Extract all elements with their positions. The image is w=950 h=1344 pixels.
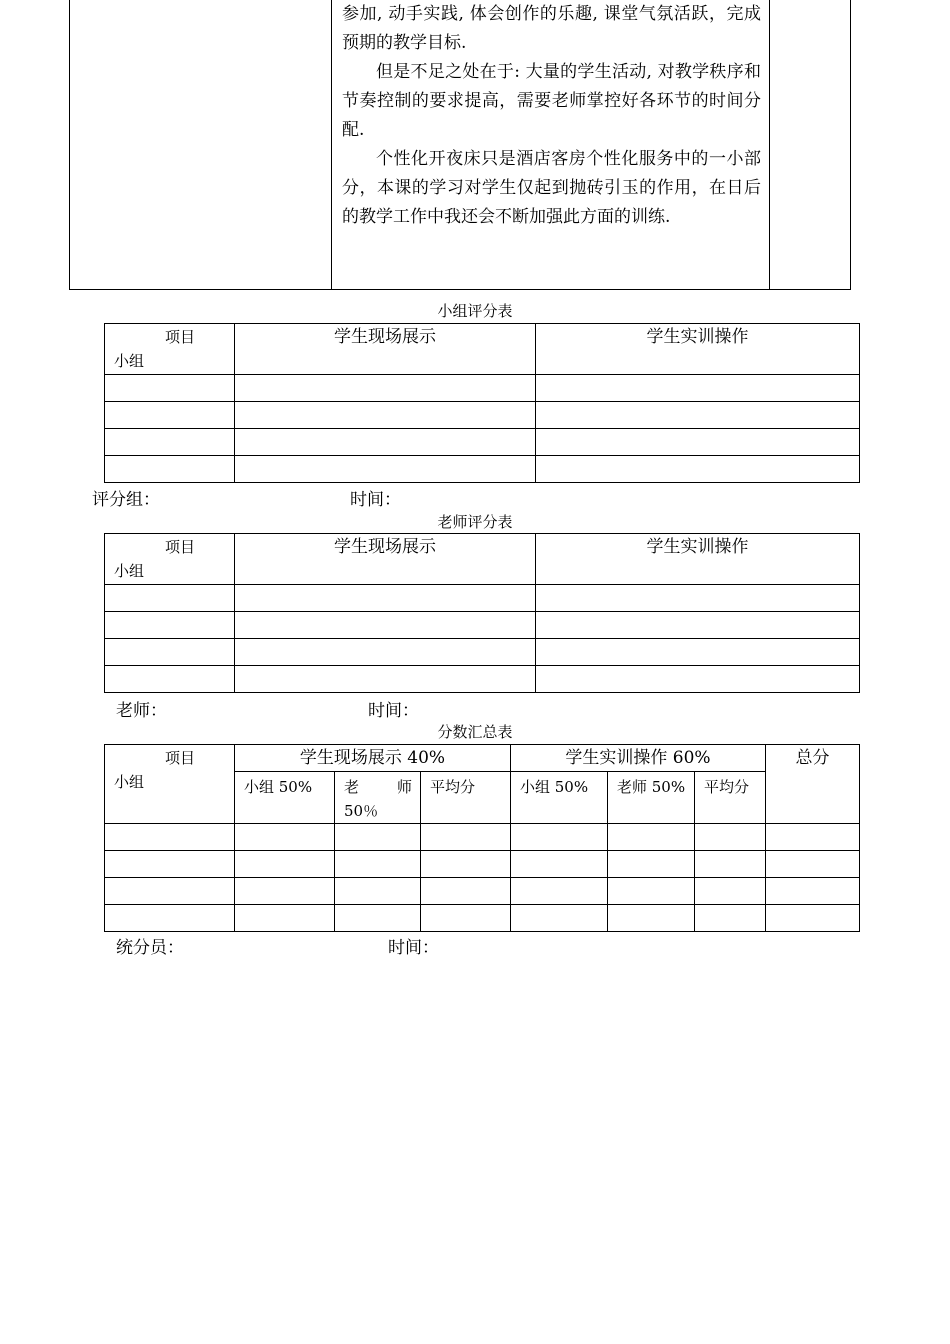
score-cell[interactable] [105,429,235,456]
score-cell[interactable] [235,824,335,851]
corner-header-cell [105,534,235,585]
table-row [105,666,860,693]
score-cell[interactable] [421,878,511,905]
score-cell[interactable] [511,851,608,878]
score-cell[interactable] [235,905,335,932]
group-time-label: 时间： [350,490,401,510]
score-cell[interactable] [536,639,860,666]
corner-header-cell [105,745,235,824]
score-cell[interactable] [536,666,860,693]
score-cell[interactable] [608,878,695,905]
score-cell[interactable] [235,375,536,402]
score-cell[interactable] [335,878,421,905]
score-cell[interactable] [335,851,421,878]
score-cell[interactable] [235,878,335,905]
score-cell[interactable] [235,639,536,666]
score-cell[interactable] [235,666,536,693]
score-cell[interactable] [536,612,860,639]
score-cell[interactable] [766,905,860,932]
table-row [105,612,860,639]
score-cell[interactable] [105,612,235,639]
reflection-text-cell [332,0,770,290]
score-cell[interactable] [536,375,860,402]
table-row [105,878,860,905]
reflection-paragraph-3: 个性化开夜床只是酒店客房个性化服务中的一小部分，本课的学习对学生仅起到抛砖引玉的作用，在日后的教学工作中我还会不断加强此方面的训练. [342,149,761,227]
corner-item-label: 项目 [165,538,196,556]
group-table-caption: 小组评分表 [437,302,513,320]
teacher-table-caption: 老师评分表 [437,513,513,531]
reflection-paragraph-2: 但是不足之处在于: 大量的学生活动, 对教学秩序和节奏控制的要求提高，需要老师掌控好各环节的时间分配. [342,62,761,140]
score-cell[interactable] [105,666,235,693]
score-cell[interactable] [335,824,421,851]
corner-group-label: 小组 [114,773,145,791]
table-row [105,585,860,612]
score-cell[interactable] [766,878,860,905]
score-cell[interactable] [105,878,235,905]
score-cell[interactable] [536,585,860,612]
table-row [105,905,860,932]
score-cell[interactable] [511,878,608,905]
table-row [105,429,860,456]
score-cell[interactable] [766,824,860,851]
sub-header-teacher-percent: 50％ [344,802,379,820]
teacher-label: 老师： [116,701,167,721]
score-cell[interactable] [511,824,608,851]
sub-header-teacher-char2: 师 [396,778,412,796]
score-cell[interactable] [335,905,421,932]
score-cell[interactable] [608,851,695,878]
score-cell[interactable] [105,905,235,932]
score-cell[interactable] [536,456,860,483]
sub-header-average: 平均分 [695,772,766,824]
score-cell[interactable] [235,585,536,612]
score-cell[interactable] [421,905,511,932]
score-cell[interactable] [766,851,860,878]
score-cell[interactable] [608,824,695,851]
column-header-operation: 学生实训操作 [536,534,860,585]
group-scorer-label: 评分组： [92,490,160,510]
score-cell[interactable] [511,905,608,932]
score-cell[interactable] [105,851,235,878]
group-score-table [104,323,860,483]
corner-group-label: 小组 [114,562,145,580]
score-cell[interactable] [536,429,860,456]
table-row [105,402,860,429]
column-header-display: 学生现场展示 [235,324,536,375]
group-header-display: 学生现场展示 40% [235,745,511,772]
score-cell[interactable] [235,851,335,878]
score-cell[interactable] [105,585,235,612]
sub-header-teacher-char1: 老 [344,778,360,796]
score-cell[interactable] [235,612,536,639]
score-cell[interactable] [536,402,860,429]
sub-header-group: 小组 50% [511,772,608,824]
reflection-table [69,0,851,290]
column-header-operation: 学生实训操作 [536,324,860,375]
score-cell[interactable] [105,639,235,666]
teacher-time-label: 时间： [368,701,419,721]
column-header-display: 学生现场展示 [235,534,536,585]
summary-table-caption: 分数汇总表 [437,723,513,741]
score-cell[interactable] [105,375,235,402]
score-cell[interactable] [105,456,235,483]
score-cell[interactable] [695,878,766,905]
table-row [105,639,860,666]
table-row [105,375,860,402]
corner-header-cell [105,324,235,375]
total-header: 总分 [766,745,860,824]
score-cell[interactable] [235,456,536,483]
reflection-paragraph-1: 参加, 动手实践, 体会创作的乐趣, 课堂气氛活跃，完成预期的教学目标. [342,4,761,53]
table-row [105,851,860,878]
corner-group-label: 小组 [114,352,145,370]
score-cell[interactable] [235,402,536,429]
score-cell[interactable] [105,402,235,429]
score-cell[interactable] [421,851,511,878]
corner-item-label: 项目 [165,328,196,346]
score-cell[interactable] [695,905,766,932]
reflection-left-cell [70,0,332,290]
summary-score-table [104,744,860,932]
score-cell[interactable] [695,851,766,878]
teacher-score-table [104,533,860,693]
table-row [105,456,860,483]
sub-header-teacher: 老师 50% [608,772,695,824]
score-cell[interactable] [105,824,235,851]
score-cell[interactable] [421,824,511,851]
score-cell[interactable] [695,824,766,851]
corner-item-label: 项目 [165,749,196,767]
reflection-right-cell [770,0,851,290]
score-cell[interactable] [235,429,536,456]
group-header-operation: 学生实训操作 60% [511,745,766,772]
sub-header-average: 平均分 [421,772,511,824]
summary-time-label: 时间： [388,938,439,958]
sub-header-teacher [335,772,421,824]
sub-header-group: 小组 50% [235,772,335,824]
score-cell[interactable] [608,905,695,932]
tallier-label: 统分员： [116,938,184,958]
table-row [105,824,860,851]
